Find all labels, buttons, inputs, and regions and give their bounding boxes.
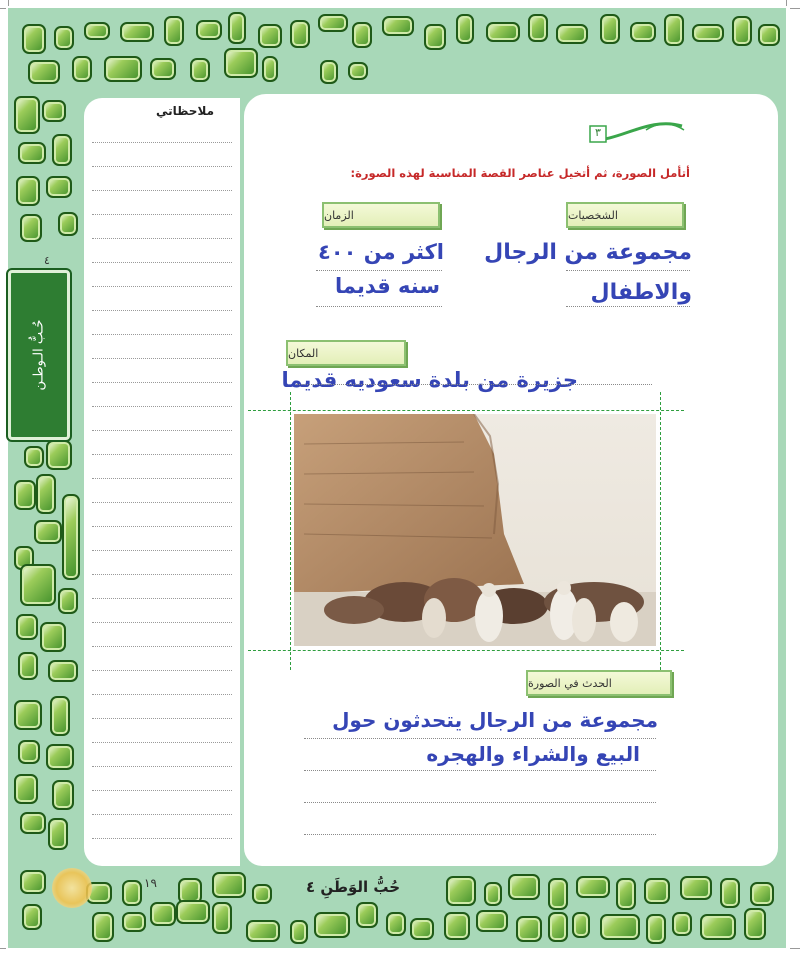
crop-mark: [790, 8, 800, 9]
characters-answer-line1: مجموعة من الرجال: [484, 240, 692, 265]
event-line-4: [304, 834, 656, 835]
notes-title: ملاحظاتي: [155, 104, 214, 118]
event-label: الحدث في الصورة: [526, 670, 672, 696]
photo-guide-right: [660, 392, 661, 670]
characters-line-1: [566, 270, 690, 271]
activity-number: ٣: [595, 126, 601, 139]
sidebar-tab-number: ٤: [44, 254, 50, 267]
time-line-1: [316, 270, 442, 271]
sidebar-tab-label: حُـبُّ الـوطـن: [31, 319, 47, 391]
book-title-footer: حُبُّ الوَطَنِ ٤: [306, 878, 401, 896]
event-answer-line1: مجموعة من الرجال يتحدثون حول: [332, 708, 658, 732]
time-label: الزمان: [322, 202, 440, 228]
event-line-1: [304, 738, 656, 739]
photo-guide-left: [290, 392, 291, 670]
characters-answer-line2: والاطفال: [590, 280, 692, 305]
event-answer-line2: البيع والشراء والهجره: [426, 742, 640, 766]
time-line-2: [316, 306, 442, 307]
event-line-2: [304, 770, 656, 771]
time-answer-line2: سنه قديما: [335, 274, 440, 298]
event-line-3: [304, 802, 656, 803]
place-line: [296, 384, 652, 385]
page-number: ١٩: [144, 876, 157, 890]
crop-mark: [786, 0, 787, 6]
crop-mark: [790, 948, 800, 949]
characters-label: الشخصيات: [566, 202, 684, 228]
crop-mark: [8, 0, 9, 6]
old-market-photo: [294, 414, 656, 646]
time-answer-line1: اكثر من ٤٠٠: [317, 240, 444, 264]
activity-instruction: أتأمل الصورة، ثم أتخيل عناصر القصة المناسبة لهذه الصورة:: [350, 166, 690, 180]
crop-mark: [0, 8, 6, 9]
place-answer: جزيرة من بلدة سعوديه قديما: [281, 368, 578, 392]
place-label: المكان: [286, 340, 406, 366]
photo-guide-top: [248, 410, 684, 411]
crop-mark: [0, 948, 6, 949]
photo-guide-bottom: [248, 650, 684, 651]
characters-line-2: [566, 306, 690, 307]
sidebar-unit-tab: [8, 270, 70, 440]
